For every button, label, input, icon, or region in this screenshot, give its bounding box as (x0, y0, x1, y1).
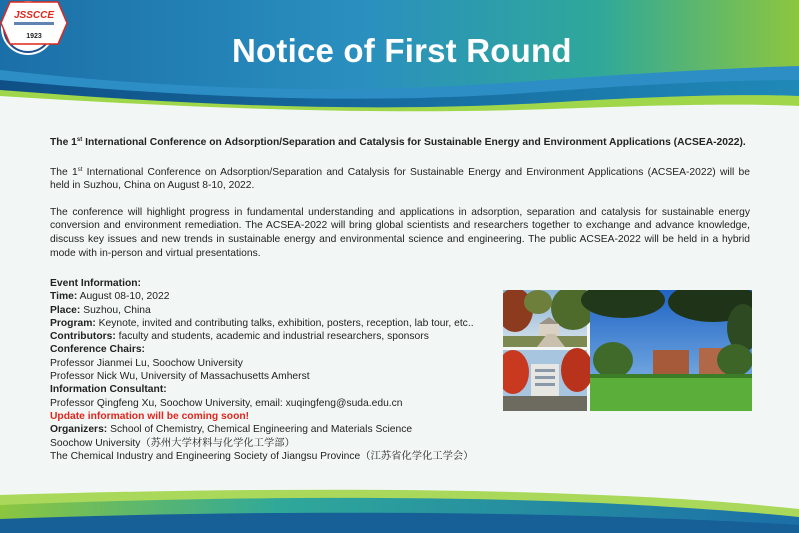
conference-chairs-label: Conference Chairs: (50, 344, 145, 356)
event-information (50, 277, 500, 463)
event-program: Program: Keynote, invited and contributing talks, exhibition, posters, reception, lab tour, etc.. (50, 317, 474, 329)
event-contributors: Contributors: faculty and students, academic and industrial researchers, sponsors (50, 331, 429, 343)
organizers: Organizers: School of Chemistry, Chemical Engineering and Materials Science (50, 424, 413, 436)
chair-2: Professor Nick Wu, University of Massachusetts Amherst (50, 371, 310, 383)
campus-photos (503, 290, 752, 411)
conference-heading: The 1st International Conference on Adsorption/Separation and Catalysis for Sustainable Energy and Environment Applications (ACSEA-2022). (50, 137, 746, 148)
svg-text:JSSCCE: JSSCCE (13, 10, 55, 21)
intro-paragraph: The 1st International Conference on Adsorption/Separation and Catalysis for Sustainable Energy and Environment Applications (ACSEA-2022) will be held in Suzhou, China on August 8-10, 2022. (50, 166, 750, 192)
jssce-logo (0, 0, 68, 46)
header-banner (0, 0, 799, 112)
consultant: Professor Qingfeng Xu, Soochow University, email: xuqingfeng@suda.edu.cn (50, 397, 403, 409)
photo-bottom-left (503, 348, 593, 411)
footer-wave-graphic (0, 483, 799, 533)
event-time: Time: August 08-10, 2022 (50, 291, 170, 303)
description-paragraph: The conference will highlight progress in fundamental understanding and applications in adsorption, separation and catalysis for sustainable energy conversion and environment remediation. The ACSEA-2022 will bring global scientists and researchers together to exchange and advance knowledge, discuss key issues and new trends in sustainable energy and environmental science and engineering. The public ACSEA-2022 will be held in a hybrid mode with in-person and virtual presentations. (50, 206, 750, 259)
consultant-label: Information Consultant: (50, 384, 167, 396)
notice-body (50, 136, 750, 273)
event-info-title: Event Information: (50, 278, 141, 289)
event-place: Place: Suzhou, China (50, 304, 151, 316)
organizer-line-3: The Chemical Industry and Engineering Society of Jiangsu Province（江苏省化学化工学会） (50, 450, 474, 462)
photo-right (581, 290, 752, 411)
chair-1: Professor Jianmei Lu, Soochow University (50, 357, 243, 369)
svg-text:1923: 1923 (26, 33, 42, 40)
update-notice: Update information will be coming soon! (50, 410, 250, 422)
organizer-line-2: Soochow University（苏州大学材料与化学化工学部） (50, 437, 295, 449)
page-title: Notice of First Round (232, 32, 572, 69)
